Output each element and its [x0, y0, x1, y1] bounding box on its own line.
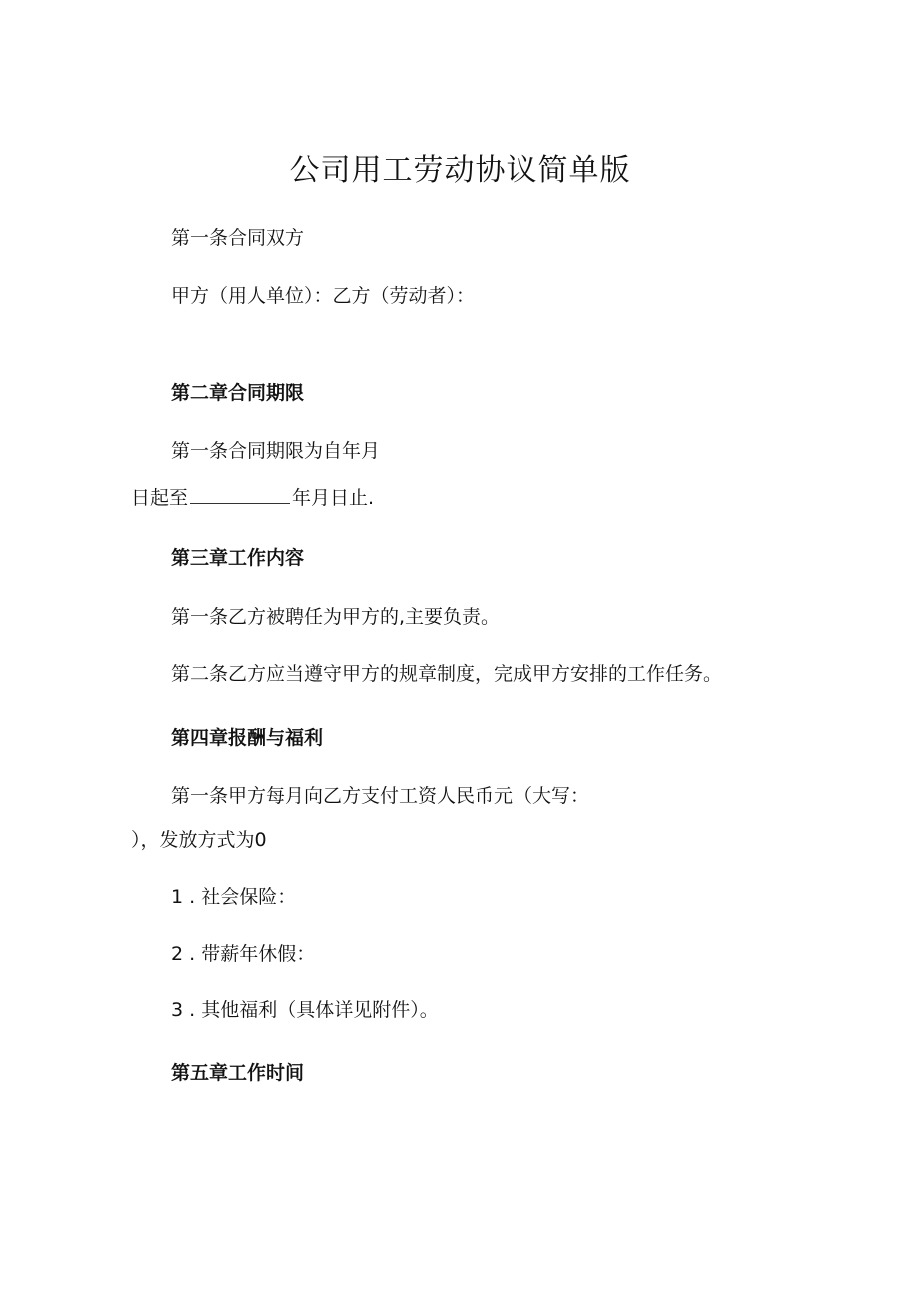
term-start-text: 日起至 [131, 487, 189, 509]
parties-line: 甲方（用人单位）：乙方（劳动者）： [171, 285, 476, 307]
benefit-item-1: 1 . 社会保险： [171, 886, 297, 908]
term-end-text: 年月日止. [292, 487, 375, 509]
document-title: 公司用工劳动协议简单版 [289, 153, 631, 188]
salary-continued: ），发放方式为0 [131, 829, 267, 851]
article-obligations: 第二条乙方应当遵守甲方的规章制度，完成甲方安排的工作任务。 [171, 663, 723, 685]
term-end-blank [190, 487, 290, 504]
benefit-item-3: 3 . 其他福利（具体详见附件）。 [171, 999, 439, 1021]
article-contract-parties: 第一条合同双方 [171, 227, 305, 249]
contract-term-continued [131, 487, 374, 508]
chapter-4-heading: 第四章报酬与福利 [171, 727, 324, 749]
article-contract-term: 第一条合同期限为自年月 [171, 440, 381, 462]
benefit-item-2: 2 . 带薪年休假： [171, 943, 316, 965]
article-position: 第一条乙方被聘任为甲方的,主要负责。 [171, 606, 501, 628]
chapter-2-heading: 第二章合同期限 [171, 382, 305, 404]
article-salary: 第一条甲方每月向乙方支付工资人民币元（大写： [171, 785, 590, 807]
chapter-5-heading: 第五章工作时间 [171, 1062, 305, 1084]
chapter-3-heading: 第三章工作内容 [171, 547, 305, 569]
